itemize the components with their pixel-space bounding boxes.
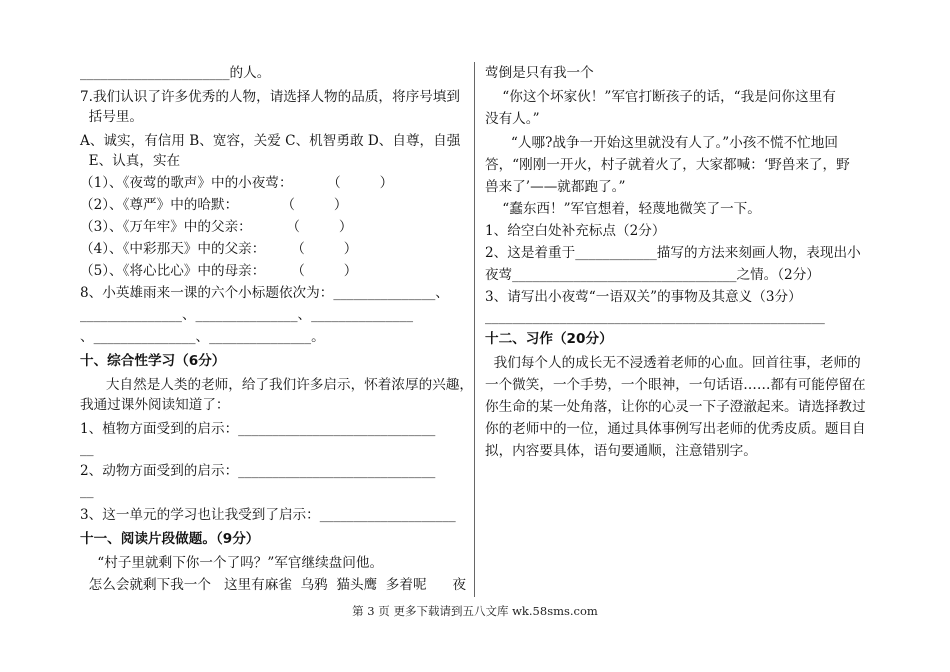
- section-10-q1-cont: __: [80, 441, 94, 457]
- section-10-intro: 大自然是人类的老师，给了我们许多启示，怀着浓厚的兴趣，: [80, 377, 473, 393]
- column-divider: [474, 62, 475, 597]
- passage-line-4: “你这个坏家伙！”军官打断孩子的话，“我是问你这里有: [485, 89, 836, 105]
- passage-line-3: 莺倒是只有我一个: [485, 65, 594, 81]
- passage-line-7: 答，“刚刚一开火，村子就着火了，大家都喊：‘野兽来了，野: [485, 157, 850, 173]
- item-4: （4）、《中彩那天》中的父亲： （ ）: [80, 241, 358, 257]
- passage-line-5: 没有人。”: [485, 111, 540, 127]
- essay-prompt-2: 一个微笑，一个手势，一个眼神，一句话语……都有可能停留在: [485, 377, 866, 393]
- essay-prompt-5: 拟，内容要具体，语句要通顺，注意错别字。: [485, 443, 757, 459]
- reading-q2-cont: 夜莺_________________________________之情。（2分）: [485, 267, 820, 283]
- item-1: （1）、《夜莺的歌声》中的小夜莺： （ ）: [80, 175, 394, 191]
- options-line: A、诚实，有信用 B、宽容，关爱 C、机智勇敢 D、自尊，自强: [80, 133, 461, 149]
- reading-q2: 2、这是着重于____________描写的方法来刻画人物，表现出小: [485, 245, 861, 261]
- question-8-blanks-2: 、_______________、_______________。: [80, 329, 325, 345]
- reading-q3: 3、请写出小夜莺“一语双关”的事物及其意义（3分）: [485, 289, 802, 305]
- passage-line-1: “村子里就剩下你一个了吗？”军官继续盘问他。: [80, 555, 384, 571]
- question-7: 7.我们认识了许多优秀的人物，请选择人物的品质，将序号填到: [80, 89, 460, 105]
- item-5: （5）、《将心比心》中的母亲： （ ）: [80, 263, 358, 279]
- essay-prompt-3: 你生命的某一处角落，让你的心灵一下子澄澈起来。请选择教过: [485, 399, 866, 415]
- section-10-q2-cont: __: [80, 483, 94, 499]
- section-11-title: 十一、阅读片段做题。（9分）: [80, 531, 260, 547]
- reading-q1: 1、给空白处补充标点（2分）: [485, 223, 666, 239]
- essay-prompt-4: 你的老师中的一位，通过具体事例写出老师的优秀皮质。题目自: [485, 421, 866, 437]
- passage-line-2: 怎么会就剩下我一个 这里有麻雀 乌鸦 猫头鹰 多着呢 夜: [80, 577, 467, 593]
- question-8-blanks: _______________、_______________、_______________: [80, 307, 414, 323]
- reading-q3-answer-line: __________________________________________________: [485, 309, 825, 325]
- section-10-q1: 1、植物方面受到的启示：_____________________________: [80, 421, 436, 437]
- essay-prompt-1: 我们每个人的成长无不浸透着老师的心血。回首往事，老师的: [485, 355, 861, 371]
- question-7-cont: 括号里。: [80, 109, 144, 125]
- section-12-title: 十二、习作（20分）: [485, 331, 613, 347]
- section-10-q2: 2、动物方面受到的启示：_____________________________: [80, 463, 436, 479]
- item-2: （2）、《尊严》中的哈默： （ ）: [80, 197, 348, 213]
- page-footer: 第 3 页 更多下载请到五八文库 wk.58sms.com: [352, 604, 598, 618]
- passage-line-8: 兽来了’——就都跑了。”: [485, 179, 626, 195]
- section-10-title: 十、综合性学习（6分）: [80, 353, 226, 369]
- passage-line-9: “蠢东西！”军官想着，轻蔑地微笑了一下。: [485, 201, 761, 217]
- question-8: 8、小英雄雨来一课的六个小标题依次为：_______________、: [80, 285, 449, 301]
- passage-line-6: “人哪?战争一开始这里就没有人了。”小孩不慌不忙地回: [485, 135, 838, 151]
- item-3: （3）、《万年牢》中的父亲： （ ）: [80, 219, 353, 235]
- section-10-q3: 3、这一单元的学习也让我受到了启示：____________________: [80, 507, 456, 523]
- section-10-intro-cont: 我通过课外阅读知道了：: [80, 397, 230, 413]
- answer-blank-line: ______________________的人。: [80, 65, 271, 81]
- options-line-cont: E、认真，实在: [80, 153, 181, 169]
